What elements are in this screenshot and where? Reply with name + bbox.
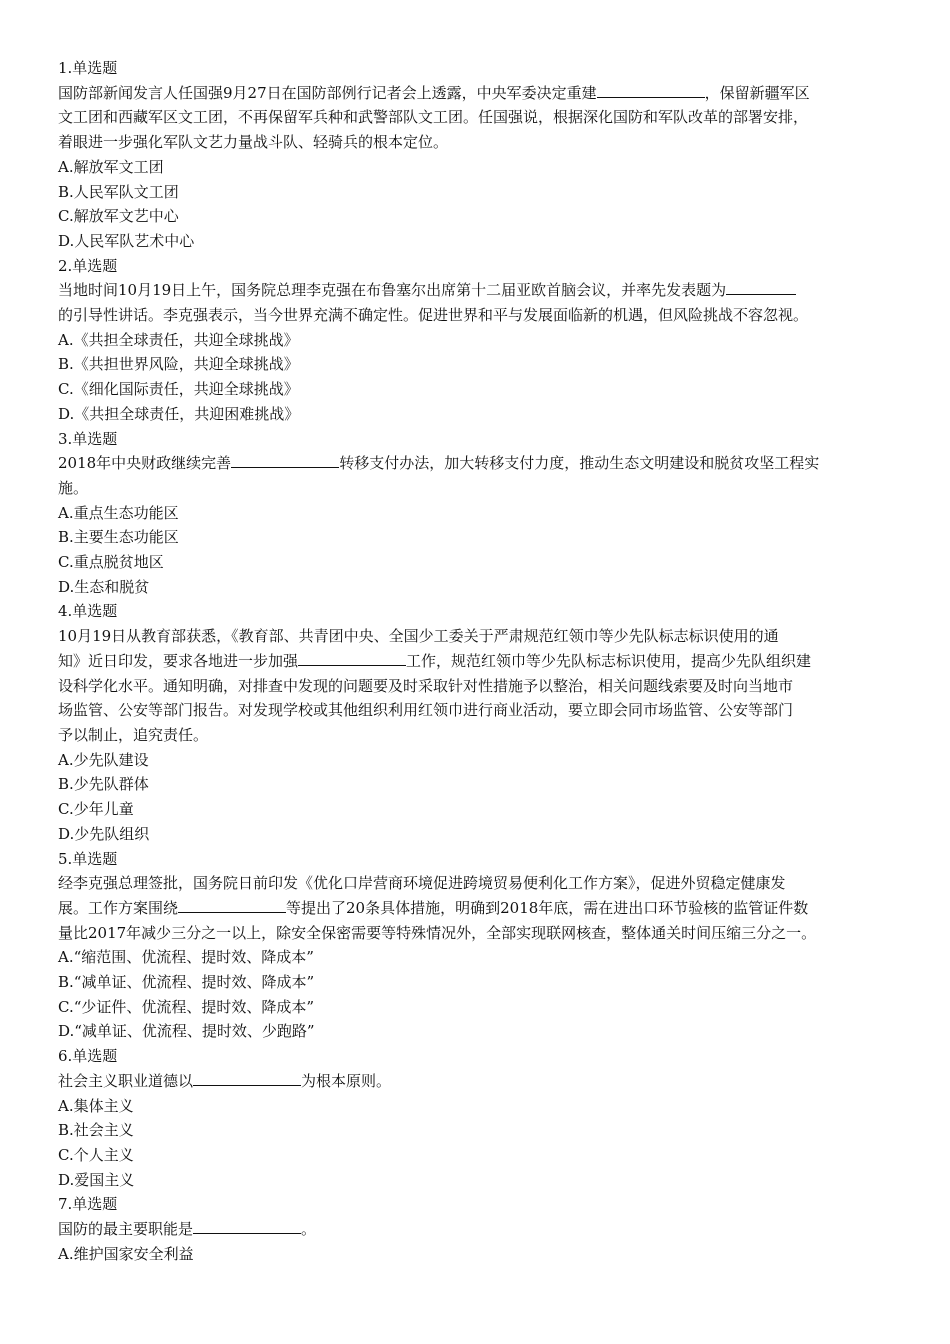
option-d: D.“减单证、优流程、提时效、少跑路” xyxy=(58,1022,315,1041)
option-d: D.《共担全球责任，共迎困难挑战》 xyxy=(58,404,300,423)
question-1 xyxy=(58,56,898,254)
option-c: C.《细化国际责任，共迎全球挑战》 xyxy=(58,380,299,399)
question-header: 2.单选题 xyxy=(58,256,118,275)
option-b: B.少先队群体 xyxy=(58,775,149,794)
question-stem-line: 国防的最主要职能是 。 xyxy=(58,1217,898,1242)
option-c: C.个人主义 xyxy=(58,1145,134,1164)
question-stem-line: 着眼进一步强化军队文艺力量战斗队、轻骑兵的根本定位。 xyxy=(58,133,449,152)
option-c: C.解放军文艺中心 xyxy=(58,207,179,226)
answer-blank xyxy=(597,81,705,98)
option-b: B.“减单证、优流程、提时效、降成本” xyxy=(58,973,315,992)
question-stem-line: 场监管、公安等部门报告。对发现学校或其他组织利用红领巾进行商业活动，要立即会同市场监管、公安等部门 xyxy=(58,701,794,720)
option-c: C.少年儿童 xyxy=(58,800,134,819)
question-stem-line: 予以制止，追究责任。 xyxy=(58,725,209,744)
question-header: 3.单选题 xyxy=(58,429,118,448)
option-b: B.《共担世界风险，共迎全球挑战》 xyxy=(58,355,299,374)
question-stem-line: 设科学化水平。通知明确，对排查中发现的问题要及时采取针对性措施予以整治，相关问题线索要及时向当地市 xyxy=(58,676,794,695)
option-a: A.重点生态功能区 xyxy=(58,503,179,522)
question-stem-line: 文工团和西藏军区文工团，不再保留军兵种和武警部队文工团。任国强说，根据深化国防和军队改革的部署安排， xyxy=(58,108,809,127)
option-b: B.社会主义 xyxy=(58,1121,134,1140)
option-a: A.集体主义 xyxy=(58,1096,134,1115)
answer-blank xyxy=(178,896,286,913)
answer-blank xyxy=(193,1217,301,1234)
option-d: D.少先队组织 xyxy=(58,824,150,843)
question-3 xyxy=(58,427,898,600)
question-stem-line: 展。工作方案围绕 等提出了20条具体措施，明确到2018年底，需在进出口环节验核的监管证件数 xyxy=(58,896,898,921)
question-stem-line: 当地时间10月19日上午，国务院总理李克强在布鲁塞尔出席第十二届亚欧首脑会议，并率先发表题为 xyxy=(58,278,898,303)
option-b: B.人民军队文工团 xyxy=(58,182,179,201)
question-header: 5.单选题 xyxy=(58,849,118,868)
question-6 xyxy=(58,1044,898,1192)
question-header: 7.单选题 xyxy=(58,1195,118,1214)
option-d: D.人民军队艺术中心 xyxy=(58,231,195,250)
question-5 xyxy=(58,847,898,1045)
option-a: A.少先队建设 xyxy=(58,750,149,769)
answer-blank xyxy=(298,649,406,666)
answer-blank xyxy=(726,278,796,295)
option-c: C.“少证件、优流程、提时效、降成本” xyxy=(58,997,315,1016)
question-stem-line: 的引导性讲话。李克强表示，当今世界充满不确定性。促进世界和平与发展面临新的机遇，但风险挑战不容忽视。 xyxy=(58,306,809,325)
question-header: 1.单选题 xyxy=(58,59,118,77)
question-stem-line: 社会主义职业道德以 为根本原则。 xyxy=(58,1069,898,1094)
question-stem-line: 经李克强总理签批，国务院日前印发《优化口岸营商环境促进跨境贸易便利化工作方案》，促进外贸稳定健康发 xyxy=(58,874,786,893)
option-d: D.爱国主义 xyxy=(58,1170,135,1189)
option-a: A.《共担全球责任，共迎全球挑战》 xyxy=(58,330,299,349)
question-stem-line: 量比2017年减少三分之一以上，除安全保密需要等特殊情况外，全部实现联网核查，整体通关时间压缩三分之一。 xyxy=(58,923,817,942)
question-7 xyxy=(58,1192,898,1266)
question-2 xyxy=(58,254,898,427)
option-b: B.主要生态功能区 xyxy=(58,528,179,547)
question-stem-line: 2018年中央财政继续完善 转移支付办法，加大转移支付力度，推动生态文明建设和脱贫攻坚工程实 xyxy=(58,451,898,476)
question-stem-line: 国防部新闻发言人任国强9月27日在国防部例行记者会上透露，中央军委决定重建 ，保留新疆军区 xyxy=(58,81,898,106)
question-stem-line: 10月19日从教育部获悉，《教育部、共青团中央、全国少工委关于严肃规范红领巾等少先队标志标识使用的通 xyxy=(58,627,779,646)
option-d: D.生态和脱贫 xyxy=(58,577,150,596)
option-c: C.重点脱贫地区 xyxy=(58,553,164,572)
answer-blank xyxy=(231,451,339,468)
question-4 xyxy=(58,599,898,846)
question-stem-line: 知》近日印发，要求各地进一步加强 工作，规范红领巾等少先队标志标识使用，提高少先队组织建 xyxy=(58,649,898,674)
option-a: A.维护国家安全利益 xyxy=(58,1244,194,1263)
option-a: A.解放军文工团 xyxy=(58,157,164,176)
question-header: 6.单选题 xyxy=(58,1047,118,1066)
answer-blank xyxy=(193,1069,301,1086)
question-header: 4.单选题 xyxy=(58,602,118,621)
option-a: A.“缩范围、优流程、提时效、降成本” xyxy=(58,948,314,967)
question-stem-line: 施。 xyxy=(58,478,89,497)
